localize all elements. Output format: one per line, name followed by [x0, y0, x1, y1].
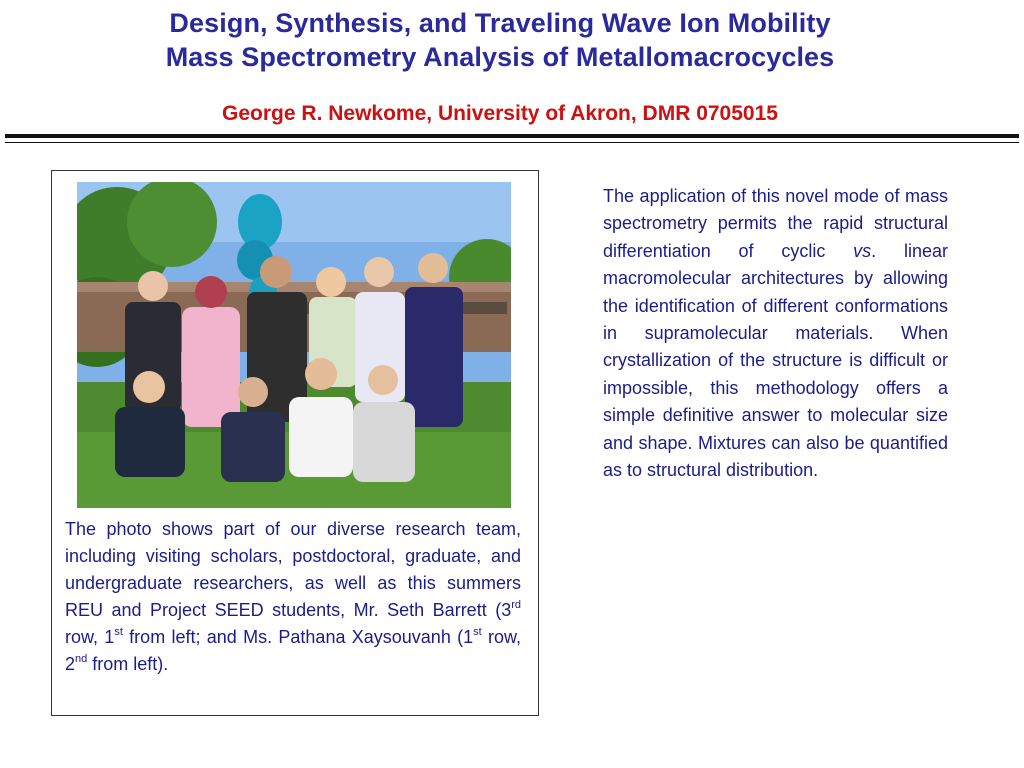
research-team-photo	[77, 182, 511, 508]
slide-subtitle: George R. Newkome, University of Akron, DMR 0705015	[222, 102, 778, 125]
slide-title	[0, 6, 1000, 74]
photo-caption: The photo shows part of our diverse research team, including visiting scholars, postdoctoral, graduate, and undergraduate researchers, as well as this summers REU and Project SEED students, Mr. Seth Barrett (3rd row, 1st from left; and Ms. Pathana Xaysouvanh (1st row, 2nd from left).	[65, 519, 522, 674]
slide-title-line-2: Mass Spectrometry Analysis of Metallomacrocycles	[165, 42, 835, 72]
slide-title-line-1: Design, Synthesis, and Traveling Wave Ion Mobility	[169, 8, 831, 38]
photo-panel	[51, 170, 539, 716]
header-divider-thick	[5, 134, 1019, 138]
description-text: The application of this novel mode of mass spectrometry permits the rapid structural differentiation of cyclic vs. linear macromolecular architectures by allowing the identification of different conformations in supramolecular materials. When crystallization of the structure is difficult or impossible, this methodology offers a simple definitive answer to molecular size and shape. Mixtures can also be quantified as to structural distribution.	[603, 186, 948, 481]
header-divider-thin	[5, 142, 1019, 143]
